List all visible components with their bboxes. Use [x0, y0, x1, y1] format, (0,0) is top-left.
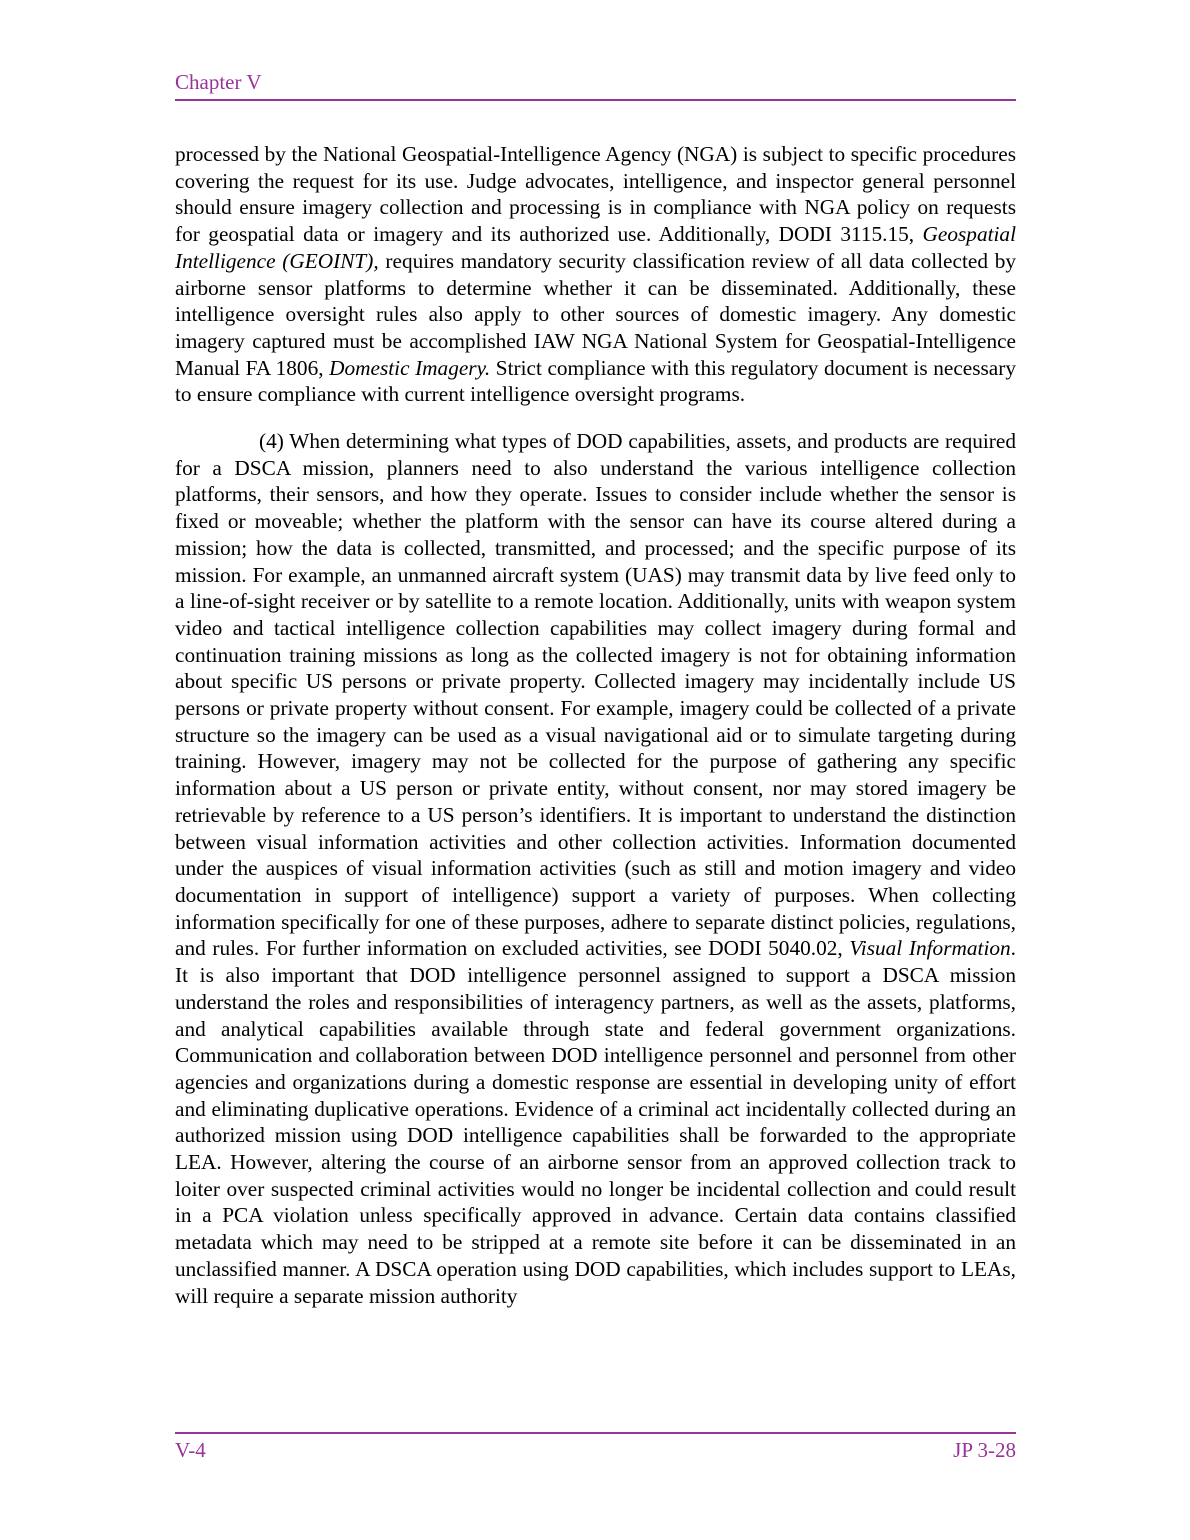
paragraph-continued — [175, 141, 1016, 408]
footer-divider — [175, 1432, 1016, 1434]
text-run: Strict compliance with this regulatory document is necessary to ensure compliance with current intelligence oversight programs. — [175, 355, 1017, 407]
page-body — [175, 141, 1016, 1309]
document-title: Geospatial Intelligence (GEOINT), — [175, 222, 1016, 273]
text-run: (4) When determining what types of DOD capabilities, assets, and products are required for a DSCA mission, planners need to also understand the various intelligence collection platforms, their sensors, and how they operate. Issues to consider include whether the sensor is fixed or moveable; whether the platform with the sensor can have its course altered during a mission; how the data is collected, transmitted, and processed; and the specific purpose of its mission. For example, an unmanned aircraft system (UAS) may transmit data by live feed only to a line-of-sight receiver or by satellite to a remote location. Additionally, units with weapon system video and tactical intelligence collection capabilities may collect imagery during formal and continuation training missions as long as the collected imagery is not for obtaining information about specific US persons or private property. Collected imagery may incidentally include US persons or private property without consent. For example, imagery could be collected of a private structure so the imagery can be used as a visual navigational aid or to simulate targeting during training. However, imagery may not be collected for the purpose of gathering any specific information about a US person or private entity, without consent, nor may stored imagery be retrievable by reference to a US person’s identifiers. It is important to understand the distinction between visual information activities and other collection activities. Information documented under the auspices of visual information activities (such as still and motion imagery and video documentation in support of intelligence) support a variety of purposes. When collecting information specifically for one of these purposes, adhere to separate distinct policies, regulations, and rules. For further information on excluded activities, see DODI 5040.02, — [175, 429, 1016, 961]
text-run: requires mandatory security classification review of all data collected by airborne sensor platforms to determine whether it can be disseminated. Additionally, these intelligence oversight rules also apply to other sources of domestic imagery. Any domestic imagery captured must be accomplished IAW NGA National System for Geospatial-Intelligence Manual FA 1806, — [175, 248, 1016, 380]
text-run: . It is also important that DOD intelligence personnel assigned to support a DSCA mission understand the roles and responsibilities of interagency partners, as well as the assets, platforms, and analytical capabilities available through state and federal government organizations. Communication and collaboration between DOD intelligence personnel and personnel from other agencies and organizations during a domestic response are essential in developing unity of effort and eliminating duplicative operations. Evidence of a criminal act incidentally collected during an authorized mission using DOD intelligence capabilities shall be forwarded to the appropriate LEA. However, altering the course of an airborne sensor from an approved collection track to loiter over suspected criminal activities would no longer be incidental collection and could result in a PCA violation unless specifically approved in advance. Certain data contains classified metadata which may need to be stripped at a remote site before it can be disseminated in an unclassified manner. A DSCA operation using DOD capabilities, which includes support to LEAs, will require a separate mission authority — [175, 936, 1016, 1308]
document-title: Visual Information — [849, 936, 1011, 961]
page-number: V-4 — [175, 1438, 206, 1462]
paragraph-4 — [175, 428, 1016, 1309]
chapter-header: Chapter V — [175, 70, 262, 94]
header-divider — [175, 99, 1016, 101]
publication-id: JP 3-28 — [953, 1438, 1016, 1462]
text-run: processed by the National Geospatial-Intelligence Agency (NGA) is subject to specific procedures covering the request for its use. Judge advocates, intelligence, and inspector general personnel should ensure imagery collection and processing is in compliance with NGA policy on requests for geospatial data or imagery and its authorized use. Additionally, DODI 3115.15, — [175, 142, 1016, 247]
document-title: Domestic Imagery. — [329, 355, 491, 380]
